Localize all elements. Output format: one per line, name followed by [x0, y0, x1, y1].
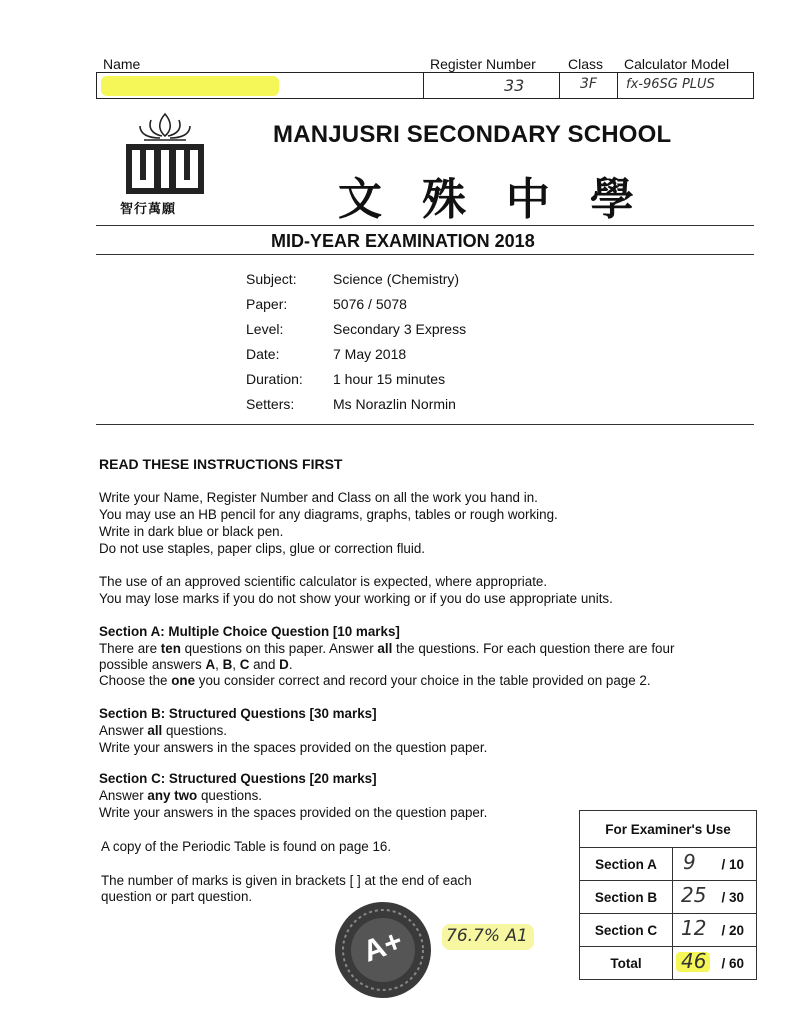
examiner-table [579, 810, 757, 980]
section-c-heading: Section C: Structured Questions [20 marks] [99, 771, 377, 786]
detail-value: Science (Chemistry) [333, 271, 460, 287]
score-cell[interactable] [673, 947, 757, 980]
student-info-box [96, 72, 754, 99]
divider-details [96, 424, 754, 425]
detail-value: 7 May 2018 [333, 346, 407, 362]
text-run: any two [147, 788, 198, 803]
calculator-model-label: Calculator Model [624, 56, 730, 72]
text-run: Choose the [99, 673, 172, 688]
detail-value: 5076 / 5078 [333, 296, 407, 312]
section-a-line-1 [99, 640, 674, 657]
marks-note-line-2: question or part question. [101, 889, 253, 904]
handwritten-score: 9 [683, 850, 696, 874]
text-run: Answer [99, 788, 148, 803]
score-cell[interactable] [673, 881, 757, 914]
section-b-line-2: Write your answers in the spaces provided on the question paper. [99, 740, 488, 755]
score-cell[interactable] [673, 848, 757, 881]
section-b-heading: Section B: Structured Questions [30 marks] [99, 706, 377, 721]
instruction-line: Write your Name, Register Number and Class on all the work you hand in. [99, 490, 538, 505]
section-a-line-3 [99, 672, 651, 689]
calculator-model-value: fx-96SG PLUS [626, 77, 715, 92]
detail-value: 1 hour 15 minutes [333, 371, 446, 387]
calculator-model-field[interactable] [617, 73, 753, 98]
divider-title [96, 254, 754, 255]
detail-label: Level: [246, 321, 284, 337]
section-label: Total [580, 947, 673, 980]
instructions-heading: READ THESE INSTRUCTIONS FIRST [99, 456, 343, 472]
class-value: 3F [580, 76, 597, 92]
handwritten-score: 12 [681, 916, 707, 940]
class-field[interactable] [559, 73, 617, 98]
section-c-line-1 [99, 787, 262, 804]
text-run: all [147, 723, 163, 738]
register-number-value: 33 [504, 76, 525, 95]
text-run: Answer [99, 723, 148, 738]
section-b-line-1 [99, 722, 227, 739]
section-label: Section C [580, 914, 673, 947]
text-run: . [288, 657, 293, 672]
grade-seal-text: A+ [358, 924, 407, 969]
school-name-chinese: 文殊中學 [338, 174, 674, 225]
text-run: one [171, 673, 196, 688]
section-label: Section A [580, 848, 673, 881]
text-run: the questions. For each question there are four [392, 641, 675, 656]
detail-label: Duration: [246, 371, 303, 387]
detail-label: Date: [246, 346, 280, 362]
periodic-table-note: A copy of the Periodic Table is found on page 16. [101, 839, 392, 854]
text-run: questions. [162, 723, 228, 738]
instruction-line: The use of an approved scientific calculator is expected, where appropriate. [99, 574, 548, 589]
text-run: , [232, 657, 240, 672]
table-row [580, 881, 757, 914]
instruction-line: You may lose marks if you do not show your working or if you do use appropriate units. [99, 591, 613, 606]
section-a-heading: Section A: Multiple Choice Question [10 marks] [99, 624, 400, 639]
text-run: you consider correct and record your choice in the table provided on page 2. [195, 673, 651, 688]
school-name: MANJUSRI SECONDARY SCHOOL [273, 121, 672, 148]
examiner-table-header [580, 811, 757, 848]
divider-top [96, 225, 754, 226]
text-run: C [239, 657, 250, 672]
text-run: D [279, 657, 289, 672]
name-redaction-highlight [101, 76, 279, 96]
section-c-line-2: Write your answers in the spaces provided on the question paper. [99, 805, 488, 820]
score-cell[interactable] [673, 914, 757, 947]
exam-title: MID-YEAR EXAMINATION 2018 [271, 231, 535, 251]
table-row [580, 848, 757, 881]
text-run: B [222, 657, 233, 672]
school-motto: 智行萬願 [120, 202, 177, 217]
detail-value: Ms Norazlin Normin [333, 396, 456, 412]
section-label: Section B [580, 881, 673, 914]
instruction-line: You may use an HB pencil for any diagrams, graphs, tables or rough working. [99, 507, 558, 522]
text-run: questions. [197, 788, 262, 803]
marks-note-line-1: The number of marks is given in brackets [ ] at the end of each [101, 873, 472, 888]
detail-value: Secondary 3 Express [333, 321, 467, 337]
instruction-line: Write in dark blue or black pen. [99, 524, 284, 539]
detail-label: Paper: [246, 296, 288, 312]
max-marks: / 20 [721, 923, 744, 938]
text-run: There are [99, 641, 161, 656]
max-marks: / 60 [721, 956, 744, 971]
examiner-table-title: For Examiner's Use [580, 811, 757, 848]
max-marks: / 10 [721, 857, 744, 872]
name-label: Name [103, 56, 141, 72]
handwritten-score: 46 [681, 949, 707, 973]
text-run: and [249, 657, 280, 672]
text-run: questions on this paper. Answer [180, 641, 378, 656]
register-number-label: Register Number [430, 56, 536, 72]
table-row [580, 947, 757, 980]
detail-label: Subject: [246, 271, 297, 287]
detail-label: Setters: [246, 396, 295, 412]
text-run: all [377, 641, 393, 656]
class-label: Class [568, 56, 604, 72]
handwritten-grade-note: 76.7% A1 [446, 926, 528, 946]
school-logo [118, 112, 212, 220]
grade-seal [333, 900, 433, 1000]
max-marks: / 30 [721, 890, 744, 905]
register-number-field[interactable] [423, 73, 559, 98]
text-run: , [215, 657, 223, 672]
text-run: possible answers [99, 657, 206, 672]
instruction-line: Do not use staples, paper clips, glue or correction fluid. [99, 541, 426, 556]
handwritten-score: 25 [681, 883, 707, 907]
text-run: A [205, 657, 216, 672]
table-row [580, 914, 757, 947]
text-run: ten [160, 641, 181, 656]
section-a-line-2 [99, 656, 293, 673]
